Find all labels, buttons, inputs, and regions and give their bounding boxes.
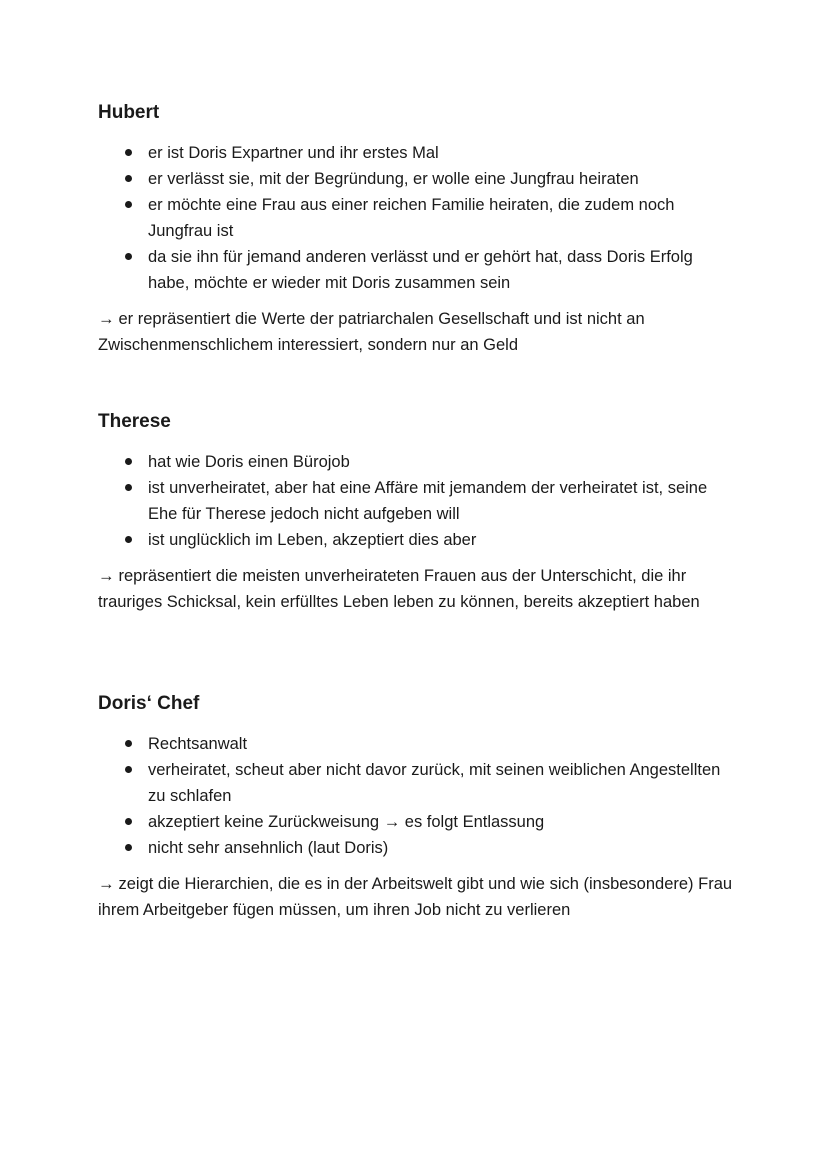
bullet-dot-icon (125, 818, 132, 825)
bullet-dot-icon (125, 844, 132, 851)
bullet-list (98, 140, 738, 296)
list-item: akzeptiert keine Zurückweisung → es folgt Entlassung (98, 809, 738, 835)
bullet-dot-icon (125, 175, 132, 182)
bullet-dot-icon (125, 201, 132, 208)
bullet-list (98, 449, 738, 553)
arrow-icon: → (98, 567, 115, 585)
list-item: da sie ihn für jemand anderen verlässt und er gehört hat, dass Doris Erfolg habe, möchte er wieder mit Doris zusammen sein (98, 244, 738, 296)
bullet-list (98, 731, 738, 861)
section-heading: Therese (98, 411, 171, 432)
bullet-dot-icon (125, 484, 132, 491)
bullet-dot-icon (125, 458, 132, 465)
bullet-dot-icon (125, 149, 132, 156)
section-summary: → zeigt die Hierarchien, die es in der Arbeitswelt gibt und wie sich (insbesondere) Frau ihrem Arbeitgeber fügen müssen, um ihren Job nicht zu verlieren (98, 875, 733, 919)
list-item: Rechtsanwalt (98, 731, 738, 757)
bullet-dot-icon (125, 766, 132, 773)
bullet-dot-icon (125, 253, 132, 260)
section-heading: Hubert (98, 102, 160, 123)
section-therese (98, 409, 738, 615)
bullet-dot-icon (125, 740, 132, 747)
list-item: er ist Doris Expartner und ihr erstes Mal (98, 140, 738, 166)
section-summary: → er repräsentiert die Werte der patriarchalen Gesellschaft und ist nicht an Zwischenmenschlichem interessiert, sondern nur an Geld (98, 310, 645, 354)
section-summary: → repräsentiert die meisten unverheirateten Frauen aus der Unterschicht, die ihr trauriges Schicksal, kein erfülltes Leben leben zu können, bereits akzeptiert haben (98, 567, 700, 611)
list-item: er möchte eine Frau aus einer reichen Familie heiraten, die zudem noch Jungfrau ist (98, 192, 738, 244)
list-item: nicht sehr ansehnlich (laut Doris) (98, 835, 738, 861)
arrow-icon: → (98, 875, 115, 893)
section-heading: Doris‘ Chef (98, 693, 200, 714)
bullet-dot-icon (125, 536, 132, 543)
section-hubert (98, 100, 738, 358)
section-doris-chef (98, 691, 738, 923)
list-item: hat wie Doris einen Bürojob (98, 449, 738, 475)
list-item: ist unglücklich im Leben, akzeptiert dies aber (98, 527, 738, 553)
list-item: verheiratet, scheut aber nicht davor zurück, mit seinen weiblichen Angestellten zu schlafen (98, 757, 738, 809)
list-item: er verlässt sie, mit der Begründung, er wolle eine Jungfrau heiraten (98, 166, 738, 192)
arrow-icon: → (98, 310, 115, 328)
list-item: ist unverheiratet, aber hat eine Affäre mit jemandem der verheiratet ist, seine Ehe für Therese jedoch nicht aufgeben will (98, 475, 738, 527)
